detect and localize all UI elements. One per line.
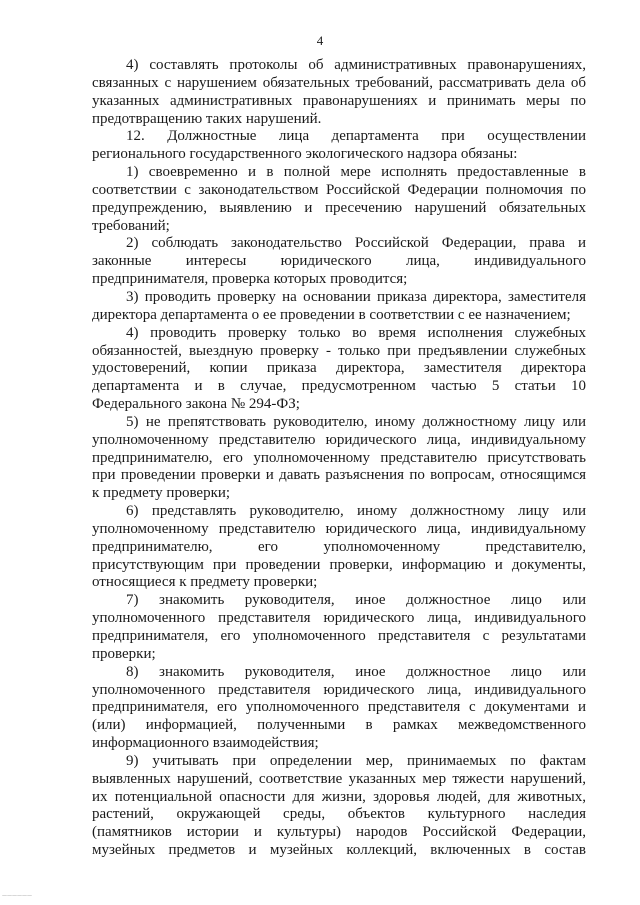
- text-line: 7) знакомить руководителя, иное должностное лицо или: [126, 592, 586, 609]
- text-line: указанных административных правонарушениях и принимать меры по: [92, 92, 586, 109]
- text-line: при проведении проверки и давать разъяснения по вопросам, относящимся: [92, 467, 586, 484]
- paragraph: [92, 57, 586, 128]
- text-line: 6) представлять руководителю, иному должностному лицу или: [126, 503, 586, 520]
- text-line: 9) учитывать при определении мер, принимаемых по фактам: [126, 752, 586, 769]
- text-line: (памятников истории и культуры) народов Российской Федерации,: [92, 824, 586, 841]
- text-line: уполномоченному представителю юридического лица, индивидуальному: [92, 431, 586, 448]
- text-line: требований;: [92, 217, 170, 234]
- text-line: уполномоченного представителя юридического лица, индивидуального: [92, 681, 586, 698]
- text-line: присутствующим при проведении проверки, информацию и документы,: [92, 556, 586, 573]
- text-line: относящиеся к предмету проверки;: [92, 574, 318, 591]
- text-line: их потенциальной опасности для жизни, здоровья людей, для животных,: [92, 788, 586, 805]
- text-line: директора департамента о ее проведении в соответствии с ее назначением;: [92, 306, 571, 323]
- text-line: 5) не препятствовать руководителю, иному должностному лицу или: [126, 413, 586, 430]
- text-line: Федерального закона № 294-ФЗ;: [92, 396, 300, 413]
- text-line: информационного взаимодействия;: [92, 735, 319, 752]
- text-line: 2) соблюдать законодательство Российской Федерации, права и: [126, 235, 586, 252]
- paragraph: [92, 592, 586, 663]
- text-line: музейных предметов и музейных коллекций, включенных в состав: [92, 842, 586, 859]
- text-line: предотвращению таких нарушений.: [92, 110, 322, 127]
- text-line: 8) знакомить руководителя, иное должностное лицо или: [126, 663, 586, 680]
- text-line: 4) проводить проверку только во время исполнения служебных: [126, 324, 586, 341]
- paragraph: [92, 503, 586, 592]
- text-line: уполномоченного представителя юридического лица, индивидуального: [92, 610, 586, 627]
- text-line: предпринимателю, его уполномоченному представителю,: [92, 538, 586, 555]
- text-line: растений, окружающей среды, объектов культурного наследия: [92, 806, 586, 823]
- body-text: [92, 57, 586, 860]
- paragraph: [92, 664, 586, 753]
- scan-mark: ——————: [2, 893, 32, 899]
- text-line: связанных с нарушением обязательных требований, рассматривать дела об: [92, 74, 586, 91]
- text-line: (или) информацией, полученными в рамках межведомственного: [92, 717, 586, 734]
- text-line: 12. Должностные лица департамента при осуществлении: [126, 128, 586, 145]
- text-line: 4) составлять протоколы об административных правонарушениях,: [126, 57, 586, 73]
- text-line: департамента и в случае, предусмотренном частью 5 статьи 10: [92, 378, 586, 395]
- paragraph: [92, 235, 586, 289]
- text-line: предпринимателя, его уполномоченного представителя с документами и: [92, 699, 586, 716]
- paragraph: [92, 325, 586, 414]
- text-line: обязанностей, выездную проверку - только при предъявлении служебных: [92, 342, 586, 359]
- page-number: 4: [316, 33, 324, 48]
- text-line: соответствии с законодательством Российской Федерации полномочия по: [92, 181, 586, 198]
- text-line: предпринимателю, его уполномоченному представителю присутствовать: [92, 449, 586, 466]
- text-line: регионального государственного экологического надзора обязаны:: [92, 146, 518, 163]
- text-line: проверки;: [92, 645, 156, 662]
- paragraph: [92, 753, 586, 860]
- text-line: уполномоченному представителю юридического лица, индивидуальному: [92, 520, 586, 537]
- text-line: к предмету проверки;: [92, 485, 231, 502]
- text-line: предпринимателя, его уполномоченного представителя с результатами: [92, 628, 586, 644]
- paragraph: [92, 128, 586, 164]
- text-line: выявленных нарушений, соответствие указанных мер тяжести нарушений,: [92, 770, 586, 787]
- text-line: предпринимателя, проверка которых проводится;: [92, 271, 408, 288]
- text-line: законные интересы юридического лица, индивидуального: [92, 253, 586, 270]
- text-line: предупреждению, выявлению и пресечению нарушений обязательных: [92, 199, 586, 216]
- text-line: 3) проводить проверку на основании приказа директора, заместителя: [126, 288, 586, 305]
- text-line: 1) своевременно и в полной мере исполнять предоставленные в: [126, 164, 586, 181]
- paragraph: [92, 164, 586, 235]
- paragraph: [92, 289, 586, 325]
- text-line: удостоверений, копии приказа директора, заместителя директора: [92, 360, 586, 377]
- paragraph: [92, 414, 586, 503]
